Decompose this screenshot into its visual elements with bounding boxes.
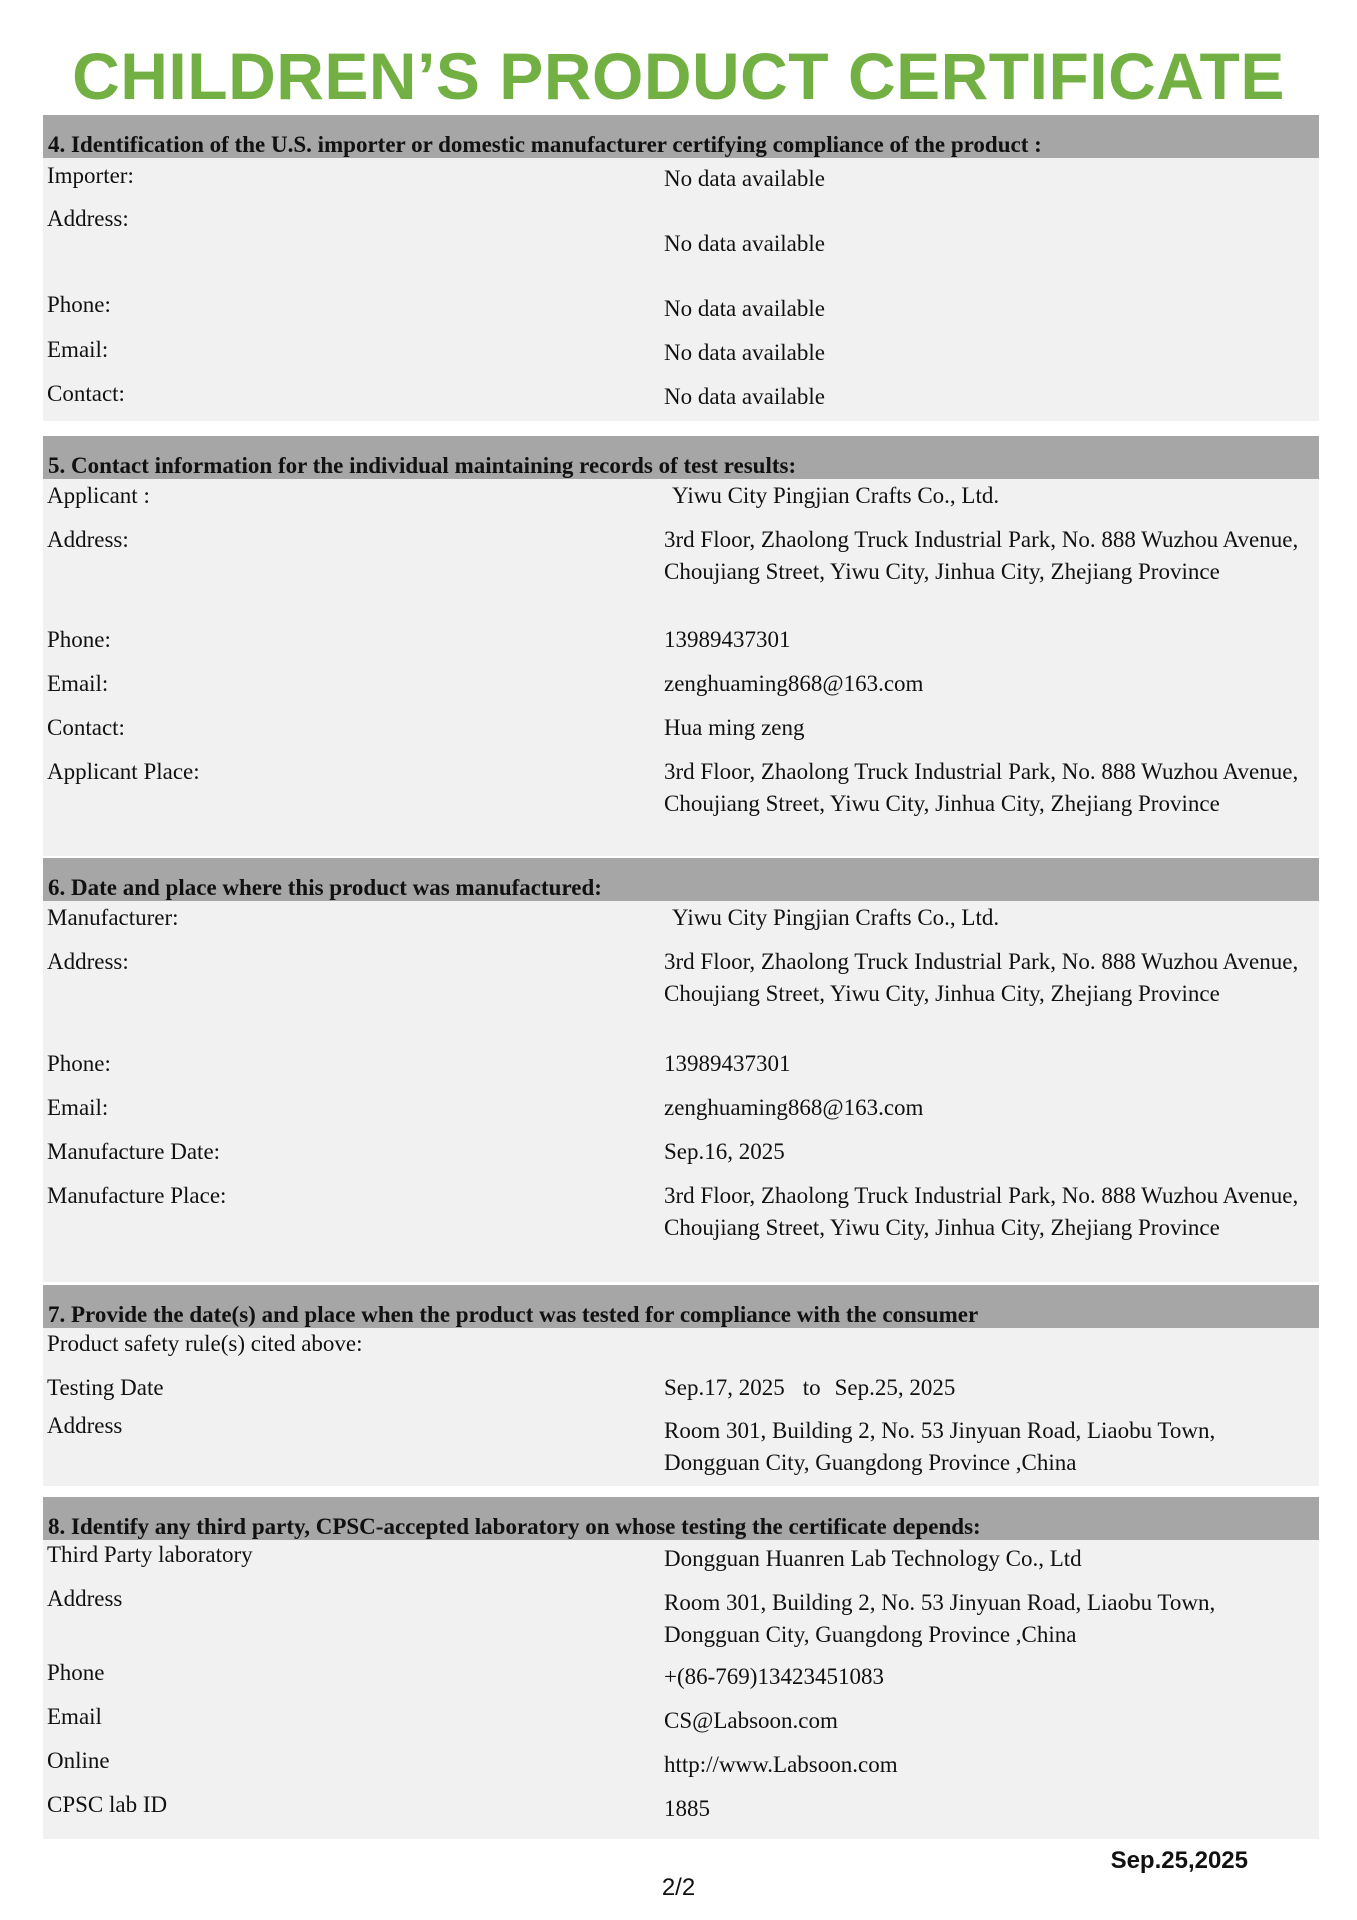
lab-phone-value: +(86-769)13423451083 xyxy=(664,1664,884,1689)
certificate-title: CHILDREN’S PRODUCT CERTIFICATE xyxy=(72,39,1285,113)
section-7-header-text: 7. Provide the date(s) and place when the product was tested for compliance with the consumer xyxy=(48,1302,979,1327)
manufacturer-value: Yiwu City Pingjian Crafts Co., Ltd. xyxy=(672,905,1000,930)
applicant-phone-value: 13989437301 xyxy=(664,627,791,652)
lab-email-value: CS@Labsoon.com xyxy=(664,1708,838,1733)
applicant-address-value: 3rd Floor, Zhaolong Truck Industrial Park, No. 888 Wuzhou Avenue, Choujiang Street, Yiwu City, Jinhua City, Zhejiang Province xyxy=(664,527,1299,584)
section-4-header-text: 4. Identification of the U.S. importer or domestic manufacturer certifying compliance of the product : xyxy=(48,132,1042,157)
importer-contact-label: Contact: xyxy=(47,381,125,406)
lab-online-value: http://www.Labsoon.com xyxy=(664,1752,898,1777)
lab-email-label: Email xyxy=(47,1704,102,1729)
testing-date-from: Sep.17, 2025 xyxy=(664,1375,785,1400)
applicant-place-value: 3rd Floor, Zhaolong Truck Industrial Park, No. 888 Wuzhou Avenue, Choujiang Street, Yiwu City, Jinhua City, Zhejiang Province xyxy=(664,759,1299,816)
section-6-manufacture xyxy=(43,858,1319,1282)
importer-address-value: No data available xyxy=(664,231,825,256)
lab-address-value: Room 301, Building 2, No. 53 Jinyuan Road, Liaobu Town, Dongguan City, Guangdong Province ,China xyxy=(664,1590,1216,1647)
importer-email-value: No data available xyxy=(664,340,825,365)
section-8-header xyxy=(43,1497,1319,1540)
applicant-email-value: zenghuaming868@163.com xyxy=(664,671,924,696)
section-7-header xyxy=(43,1285,1319,1328)
section-6-header-text: 6. Date and place where this product was manufactured: xyxy=(48,875,602,900)
lab-online-label: Online xyxy=(47,1748,110,1773)
section-8-laboratory xyxy=(43,1497,1319,1839)
testing-date-to: Sep.25, 2025 xyxy=(834,1375,956,1400)
manufacture-date-value: Sep.16, 2025 xyxy=(664,1139,785,1164)
safety-rules-subheader: Product safety rule(s) cited above: xyxy=(47,1331,363,1356)
manufacturer-email-label: Email: xyxy=(47,1095,109,1120)
applicant-address-label: Address: xyxy=(47,527,129,552)
applicant-value: Yiwu City Pingjian Crafts Co., Ltd. xyxy=(672,483,1000,508)
manufacturer-email-value: zenghuaming868@163.com xyxy=(664,1095,924,1120)
importer-phone-label: Phone: xyxy=(47,292,111,317)
cpsc-lab-id-label: CPSC lab ID xyxy=(47,1792,168,1817)
lab-address-label: Address xyxy=(47,1586,123,1611)
lab-name-value: Dongguan Huanren Lab Technology Co., Ltd xyxy=(664,1546,1082,1571)
section-7-testing xyxy=(43,1285,1319,1486)
manufacture-place-value: 3rd Floor, Zhaolong Truck Industrial Park, No. 888 Wuzhou Avenue, Choujiang Street, Yiwu City, Jinhua City, Zhejiang Province xyxy=(664,1183,1299,1240)
testing-address-value: Room 301, Building 2, No. 53 Jinyuan Road, Liaobu Town, Dongguan City, Guangdong Province ,China xyxy=(664,1418,1216,1475)
applicant-contact-label: Contact: xyxy=(47,715,125,740)
cpsc-lab-id-value: 1885 xyxy=(664,1796,710,1821)
applicant-email-label: Email: xyxy=(47,671,109,696)
applicant-contact-value: Hua ming zeng xyxy=(664,715,805,740)
testing-date-label: Testing Date xyxy=(47,1375,164,1400)
testing-date-range xyxy=(664,1372,1304,1404)
manufacturer-phone-value: 13989437301 xyxy=(664,1051,791,1076)
section-8-header-text: 8. Identify any third party, CPSC-accepted laboratory on whose testing the certificate depends: xyxy=(48,1514,981,1539)
manufacture-place-label: Manufacture Place: xyxy=(47,1183,227,1208)
applicant-place-label: Applicant Place: xyxy=(47,759,200,784)
section-6-header xyxy=(43,858,1319,901)
manufacture-date-label: Manufacture Date: xyxy=(47,1139,221,1164)
importer-email-label: Email: xyxy=(47,337,109,362)
lab-phone-label: Phone xyxy=(47,1660,105,1685)
lab-name-label: Third Party laboratory xyxy=(47,1542,253,1567)
importer-contact-value: No data available xyxy=(664,384,825,409)
section-5-header-text: 5. Contact information for the individual maintaining records of test results: xyxy=(48,453,797,478)
testing-date-to-word: to xyxy=(802,1375,821,1400)
importer-value: No data available xyxy=(664,166,825,191)
footer-date: Sep.25,2025 xyxy=(1110,1847,1248,1874)
section-4-header xyxy=(43,115,1319,158)
manufacturer-address-label: Address: xyxy=(47,949,129,974)
section-5-header xyxy=(43,436,1319,479)
applicant-phone-label: Phone: xyxy=(47,627,111,652)
manufacturer-phone-label: Phone: xyxy=(47,1051,111,1076)
page-number: 2/2 xyxy=(661,1874,696,1901)
section-4-importer xyxy=(43,115,1319,421)
testing-address-label: Address xyxy=(47,1413,123,1438)
applicant-label: Applicant : xyxy=(47,483,150,508)
importer-phone-value: No data available xyxy=(664,296,825,321)
importer-label: Importer: xyxy=(47,163,134,188)
importer-address-label: Address: xyxy=(47,206,129,231)
manufacturer-label: Manufacturer: xyxy=(47,905,179,930)
manufacturer-address-value: 3rd Floor, Zhaolong Truck Industrial Park, No. 888 Wuzhou Avenue, Choujiang Street, Yiwu City, Jinhua City, Zhejiang Province xyxy=(664,949,1299,1006)
section-5-records xyxy=(43,436,1319,856)
